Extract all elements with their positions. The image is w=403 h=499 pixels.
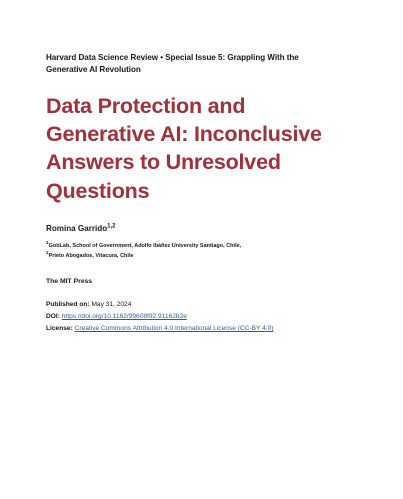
title-line-3: Answers to Unresolved: [46, 150, 281, 175]
affiliation-1-text: GobLab, School of Government, Adolfo Ibáñez University Santiago, Chile,: [48, 242, 242, 249]
title-line-2: Generative AI: Inconclusive: [46, 122, 322, 147]
title-line-4: Questions: [46, 178, 150, 203]
journal-line-2: Generative AI Revolution: [46, 65, 141, 74]
author-name: Romina Garrido: [46, 223, 108, 233]
publisher: The MIT Press: [46, 277, 93, 285]
journal-line-1: Harvard Data Science Review • Special Issue 5: Grappling With the: [46, 53, 299, 62]
title-line-1: Data Protection and: [46, 94, 246, 118]
author: [46, 224, 376, 233]
license-label: License:: [46, 325, 73, 333]
article-front-page: [46, 52, 376, 336]
article-title: [46, 92, 376, 205]
published-label: Published on:: [46, 300, 90, 308]
doi-row: [46, 311, 376, 323]
affiliation-2-text: Prieto Abogados, Vitacura, Chile: [48, 252, 134, 259]
affiliations: [46, 241, 376, 261]
published-date: May 31, 2024: [91, 300, 132, 308]
affiliation-2: [46, 251, 376, 261]
article-metadata: [46, 299, 376, 336]
doi-link[interactable]: https://doi.org/10.1162/99608f92.91162b2e: [61, 313, 187, 321]
affiliation-2-number: 2: [46, 249, 49, 255]
license-link[interactable]: Creative Commons Attribution 4.0 International License (CC-BY 4.0): [74, 325, 274, 333]
author-affiliation-marks: 1,2: [107, 223, 116, 230]
affiliation-1-number: 1: [46, 239, 49, 245]
journal-header: [46, 52, 376, 76]
license-row: [46, 323, 376, 335]
affiliation-1: [46, 241, 376, 251]
doi-label: DOI:: [46, 313, 60, 321]
published-row: [46, 299, 376, 311]
